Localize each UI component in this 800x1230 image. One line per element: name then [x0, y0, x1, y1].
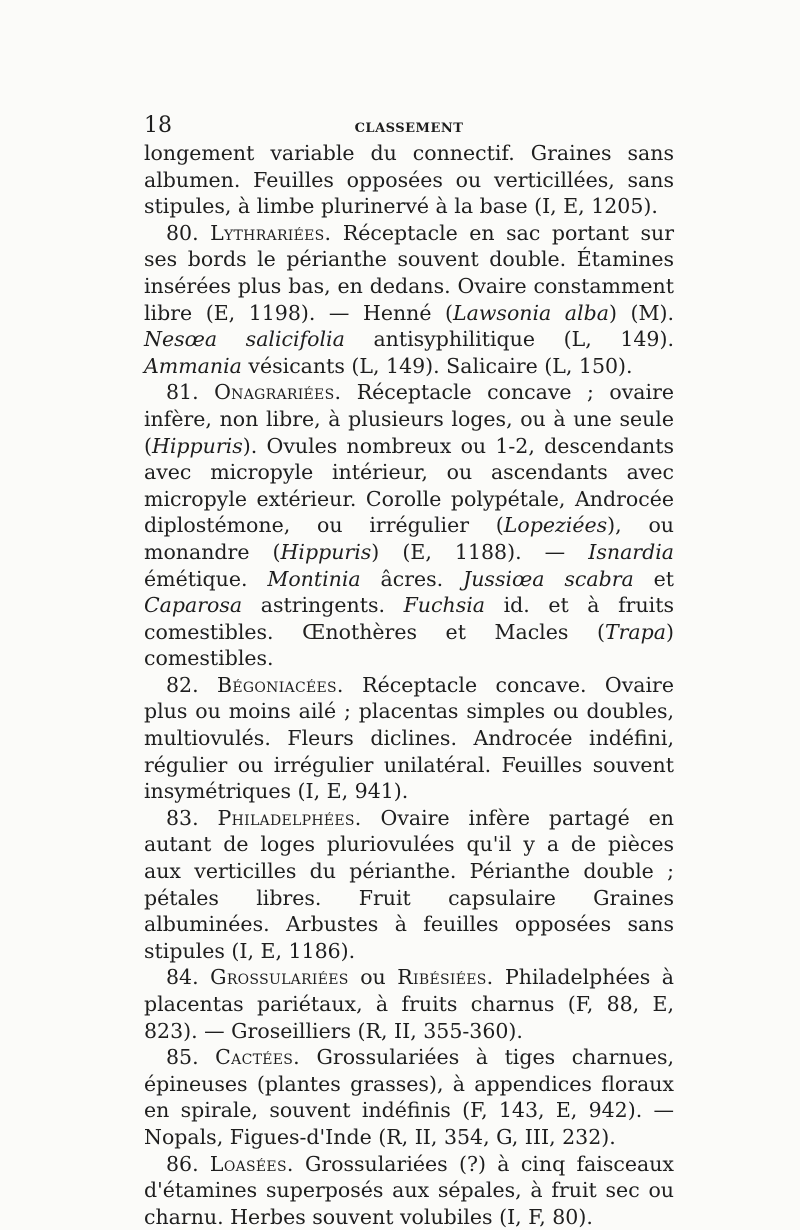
text-segment: antisyphilitique (L, 149). [344, 327, 674, 352]
text-segment: astringents. [242, 593, 404, 618]
continued-paragraph [144, 140, 674, 220]
taxon-name: Hippuris [152, 433, 243, 458]
text-segment: 85. [166, 1045, 216, 1070]
family-name: Philadelphées. [217, 805, 362, 830]
taxon-name: Fuchsia [403, 593, 485, 618]
taxon-name: Jussiœa scabra [463, 566, 634, 591]
family-name: Bégoniacées. [217, 672, 344, 697]
taxon-name: Ammania [144, 353, 242, 378]
text-segment: ) (M). [608, 300, 674, 325]
family-entry-paragraph [144, 379, 674, 672]
family-name: Grossulariées [210, 965, 349, 990]
text-segment: vésicants (L, 149). Salicaire (L, 150). [241, 353, 633, 378]
taxon-name: Lopeziées [503, 513, 608, 538]
body-text [144, 140, 674, 1230]
text-segment: émétique. [144, 566, 268, 591]
text-segment: Réceptacle en sac portant sur ses bords le périanthe souvent double. Étamines insérées plus bas, en dedans. Ovaire constamment libre (E, 1198). — Henné ( [144, 220, 674, 325]
text-segment: ) comestibles. [144, 619, 674, 671]
text-segment: ). Ovules nombreux ou 1-2, descendants avec micropyle intérieur, ou ascendants avec micropyle extérieur. Corolle polypétale, Androcée diplostémone, ou irrégulier ( [144, 433, 674, 538]
text-segment: id. et à fruits comestibles. Œnothères et Macles ( [144, 593, 674, 644]
text-segment: 84. [166, 965, 211, 990]
family-name: Lythrariées. [210, 220, 332, 245]
page-header [144, 113, 674, 138]
taxon-name: Isnardia [588, 539, 674, 564]
text-segment: ) (E, 1188). — [371, 539, 589, 564]
family-name: Cactées. [215, 1045, 300, 1070]
text-segment: 82. [166, 672, 218, 697]
text-segment: 81. [166, 380, 215, 405]
family-entry-paragraph [144, 672, 674, 805]
taxon-name: Hippuris [280, 539, 372, 564]
page-number: 18 [144, 113, 172, 138]
family-name: Loasées. [209, 1151, 294, 1176]
text-segment: 83. [166, 805, 218, 830]
taxon-name: Nesœa salicifolia [144, 327, 345, 352]
text-segment: ), ou monandre ( [144, 513, 674, 564]
text-segment: Grossulariées à tiges charnues, épineuses (plantes grasses), à appendices floraux en spirale, souvent indéfinis (F, 143, E, 942). — Nopals, Figues-d'Inde (R, II, 354, G, III, 232). [144, 1045, 674, 1149]
text-segment: Réceptacle concave. Ovaire plus ou moins ailé ; placentas simples ou doubles, multiovulés. Fleurs diclines. Androcée indéfini, régulier ou irrégulier unilatéral. Feuilles souvent insymétriques (I, E, 941). [144, 672, 674, 804]
text-segment: longement variable du connectif. Graines sans albumen. Feuilles opposées ou verticillées, sans stipules, à limbe plurinervé à la base (I, E, 1205). [144, 141, 674, 219]
family-entry-paragraph [144, 1151, 674, 1230]
text-segment: 86. [166, 1151, 210, 1176]
family-entry-paragraph [144, 1044, 674, 1150]
text-segment: et [633, 566, 674, 591]
text-segment: âcres. [360, 566, 464, 591]
text-segment: 80. [166, 220, 211, 245]
family-entry-paragraph [144, 964, 674, 1044]
text-segment: Philadelphées à placentas pariétaux, à fruits charnus (F, 88, E, 823). — Groseilliers (R, II, 355-360). [144, 965, 674, 1043]
taxon-name: Lawsonia alba [453, 300, 609, 325]
text-segment: Grossulariées (?) à cinq faisceaux d'étamines superposés aux sépales, à fruit sec ou charnu. Herbes souvent volubiles (I, F, 80). [144, 1151, 674, 1229]
text-segment: ou [348, 965, 398, 990]
family-name: Ribésiées. [397, 965, 494, 990]
family-entry-paragraph [144, 220, 674, 380]
family-entry-paragraph [144, 805, 674, 965]
family-name: Onagrariées. [214, 380, 342, 405]
running-head: CLASSEMENT [354, 121, 464, 136]
taxon-name: Trapa [604, 619, 666, 644]
text-segment: Ovaire infère partagé en autant de loges pluriovulées qu'il y a de pièces aux verticilles du périanthe. Périanthe double ; pétales libres. Fruit capsulaire Graines albuminées. Arbustes à feuilles opposées sans stipules (I, E, 1186). [144, 805, 674, 963]
text-segment: Réceptacle concave ; ovaire infère, non libre, à plusieurs loges, ou à une seule ( [144, 380, 675, 458]
taxon-name: Montinia [267, 566, 361, 591]
taxon-name: Caparosa [144, 593, 243, 618]
